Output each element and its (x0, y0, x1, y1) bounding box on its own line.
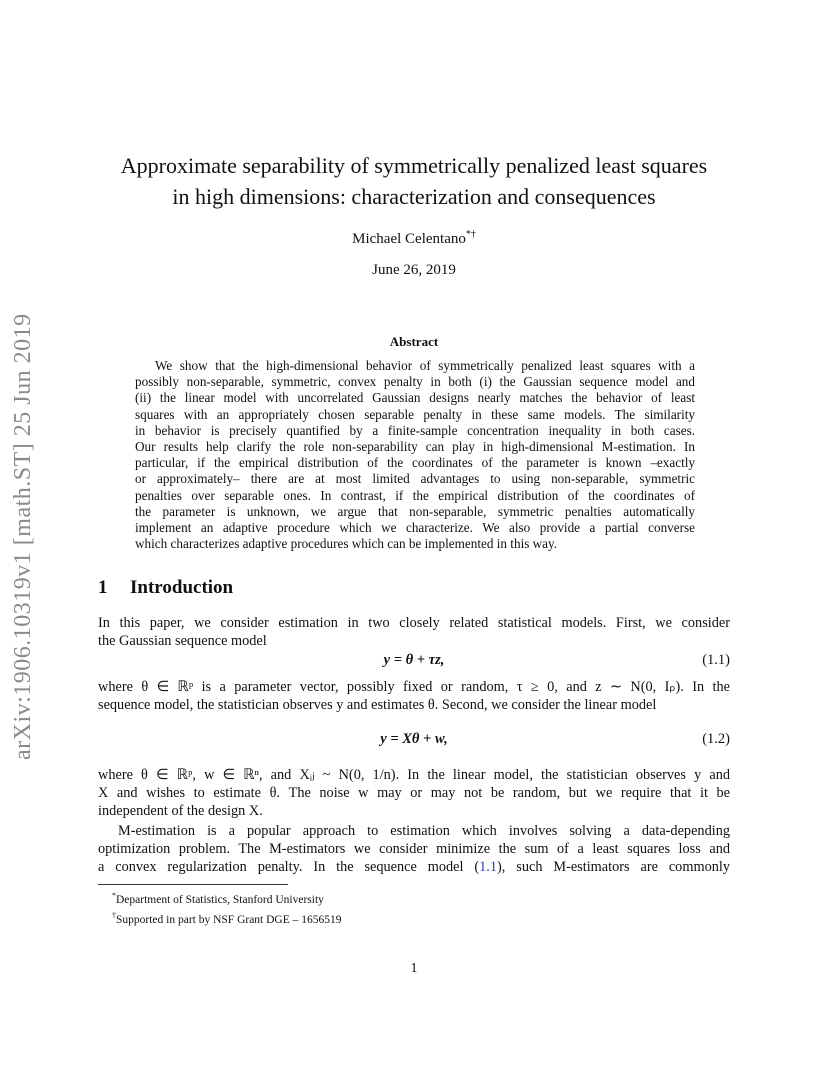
paper-title (60, 150, 768, 212)
footnotes (112, 888, 342, 928)
footnote-mark: † (112, 910, 116, 920)
abstract-line: squares with an appropriately chosen separable penalty in these same models. The similarity (135, 406, 695, 422)
abstract-line: possibly non-separable, symmetric, convex penalty in both (i) the Gaussian sequence model and (135, 374, 695, 390)
body-text: ), such M-estimators are commonly (497, 859, 730, 875)
paragraph-linear-model (98, 766, 730, 820)
body-line (98, 858, 730, 876)
footnote-divider (98, 884, 288, 885)
body-line: X and wishes to estimate θ. The noise w may or may not be random, but we require that it be (98, 785, 730, 801)
abstract-line: which characterizes adaptive procedures which can be implemented in this way. (135, 536, 558, 552)
section-number: 1 (98, 577, 108, 598)
section-heading (98, 577, 233, 599)
abstract-line: penalties over separable ones. In contrast, if the empirical distribution of the coordinates of (135, 487, 695, 503)
equation-label: (1.2) (702, 731, 730, 747)
abstract-heading: Abstract (389, 334, 439, 349)
abstract-line: (ii) the linear model with uncorrelated Gaussian designs nearly matches the behavior of least (135, 390, 695, 406)
footnote-text: Supported in part by NSF Grant DGE – 1656519 (116, 913, 342, 926)
abstract-line: the parameter is unknown, we argue that non-separable, symmetric penalties automatically (135, 503, 695, 519)
equation-reference-link[interactable]: 1.1 (479, 859, 498, 875)
body-line: independent of the design X. (98, 803, 263, 819)
title-line: in high dimensions: characterization and consequences (172, 184, 656, 209)
page-number: 1 (410, 961, 418, 976)
paragraph-intro (98, 614, 730, 650)
equation-1-2 (98, 731, 730, 751)
body-line: optimization problem. The M-estimators we consider minimize the sum of a least squares loss and (98, 841, 730, 857)
paper-date: June 26, 2019 (372, 262, 456, 278)
arxiv-stamp: arXiv:1906.10319v1 [math.ST] 25 Jun 2019 (10, 313, 36, 760)
footnote-1 (112, 888, 342, 908)
body-line: the Gaussian sequence model (98, 633, 267, 649)
equation-label: (1.1) (702, 652, 730, 668)
footnote-text: Department of Statistics, Stanford University (116, 893, 324, 906)
body-line: where θ ∈ ℝᵖ, w ∈ ℝⁿ, and Xᵢⱼ ~ N(0, 1/n). In the linear model, the statistician observes y and (98, 767, 730, 783)
body-text: a convex regularization penalty. In the sequence model ( (98, 859, 480, 875)
section-title: Introduction (130, 577, 234, 598)
equation-text: y = Xθ + w, (380, 731, 448, 747)
footnote-2 (112, 908, 342, 928)
abstract-line: Our results help clarify the role non-separability can play in high-dimensional M-estimation. In (135, 439, 695, 455)
abstract-line: in behavior is precisely quantified by a finite-sample concentration inequality in both cases. (135, 422, 695, 438)
author-footnote-marks: *† (465, 229, 476, 240)
paragraph-m-estimation (98, 822, 730, 876)
body-line: where θ ∈ ℝᵖ is a parameter vector, possibly fixed or random, τ ≥ 0, and z ∼ N(0, Iₚ). In the (98, 679, 730, 695)
equation-text: y = θ + τz, (383, 652, 445, 668)
author-name: Michael Celentano (352, 231, 466, 247)
footnote-mark: * (112, 891, 116, 900)
abstract-line: particular, if the empirical distribution of the coordinates of the parameter is known –exactly (135, 455, 695, 471)
abstract-line: implement an adaptive procedure which we characterize. We also provide a partial converse (135, 520, 695, 536)
abstract-line: We show that the high-dimensional behavior of symmetrically penalized least squares with a (155, 358, 695, 373)
paragraph-sequence-model (98, 678, 730, 714)
body-line: In this paper, we consider estimation in two closely related statistical models. First, we consider (98, 615, 730, 631)
abstract-line: or approximately– there are at most limited advantages to using non-separable, symmetric (135, 471, 695, 487)
body-line: sequence model, the statistician observes y and estimates θ. Second, we consider the linear model (98, 697, 657, 713)
title-line: Approximate separability of symmetrically penalized least squares (120, 153, 708, 178)
author-line (0, 229, 828, 248)
body-line: M-estimation is a popular approach to estimation which involves solving a data-depending (118, 823, 730, 839)
equation-1-1 (98, 652, 730, 672)
abstract-body (135, 358, 695, 552)
